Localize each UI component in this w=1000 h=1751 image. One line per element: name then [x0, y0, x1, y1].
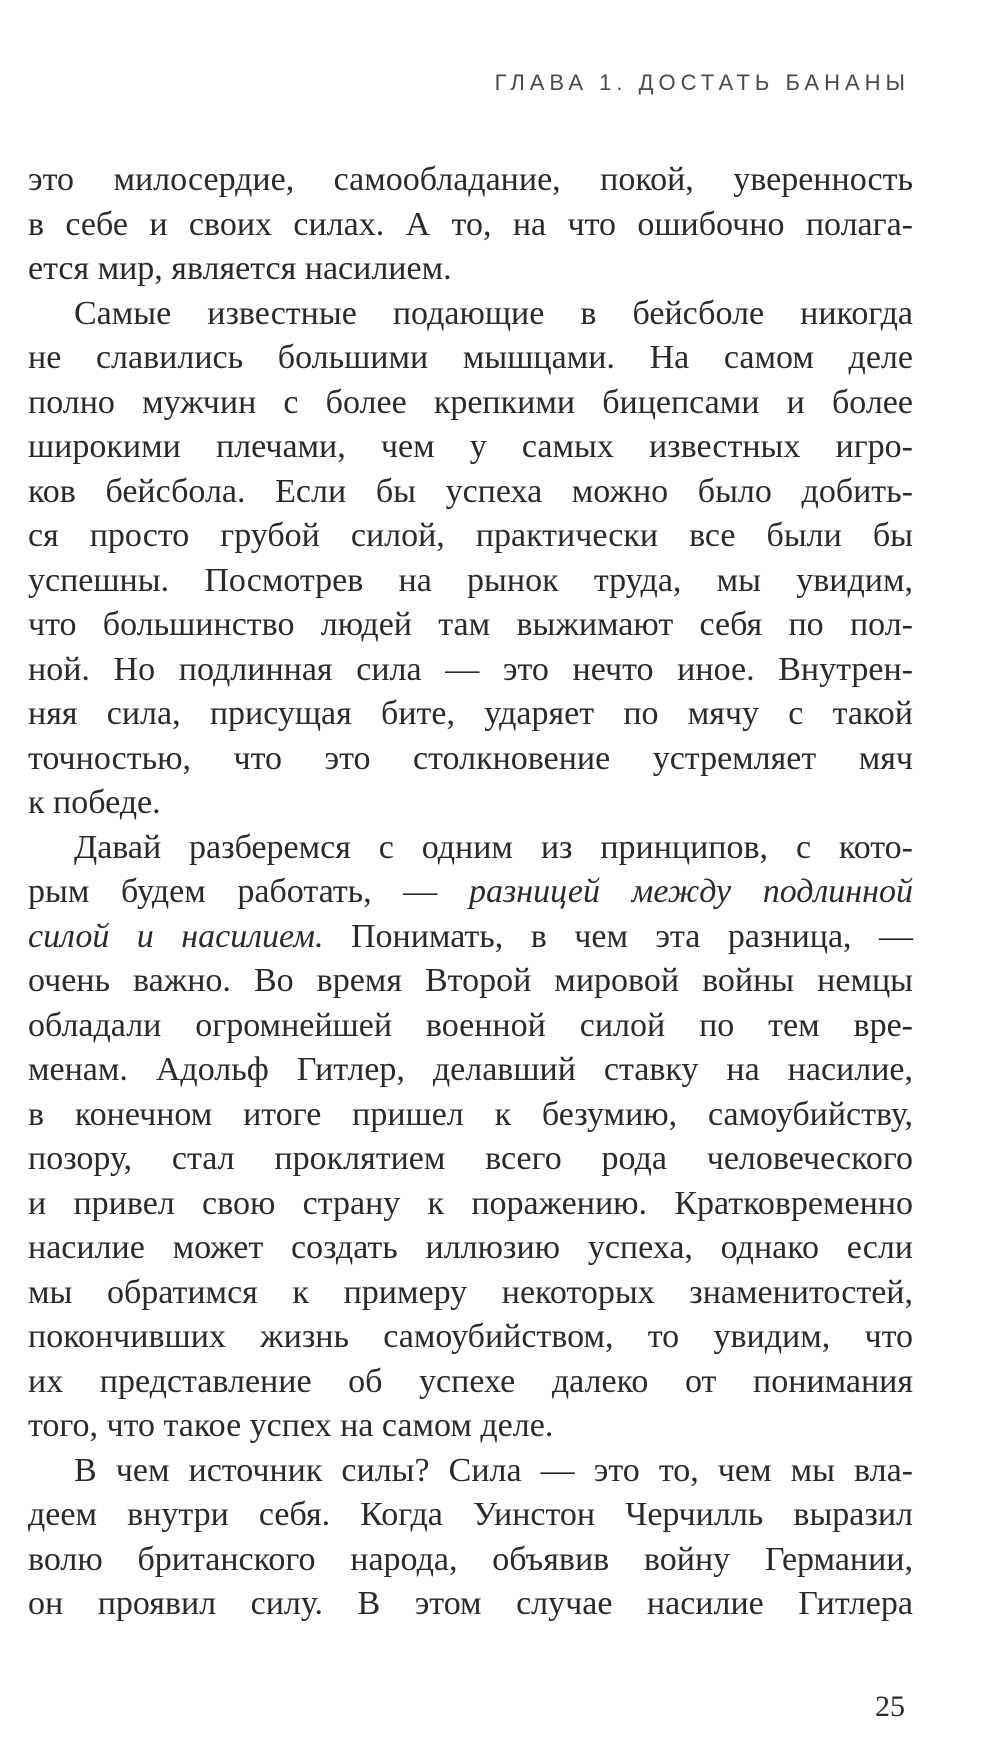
text-line: ся просто грубой силой, практически все были бы [28, 517, 913, 554]
text-line: он проявил силу. В этом случае насилие Гитлера [28, 1585, 913, 1622]
text-line: это милосердие, самообладание, покой, уверенность [28, 161, 913, 198]
text-line: ется мир, является насилием. [28, 250, 452, 287]
text-line: насилие может создать иллюзию успеха, однако если [28, 1229, 913, 1266]
text-line: что большинство людей там выжимают себя по пол- [28, 606, 913, 643]
text-line: в конечном итоге пришел к безумию, самоубийству, [28, 1095, 913, 1133]
body-text [28, 158, 913, 1627]
text-line: обладали огромнейшей военной силой по тем вре- [28, 1006, 913, 1044]
text-line: няя сила, присущая бите, ударяет по мячу с такой [28, 695, 913, 732]
italic-segment: разницей между подлинной [468, 873, 914, 910]
text-line: очень важно. Во время Второй мировой войны немцы [28, 962, 913, 999]
text-line: ной. Но подлинная сила — это нечто иное. Внутрен- [28, 650, 913, 688]
text-line: В чем источник силы? Сила — это то, чем мы вла- [74, 1451, 913, 1489]
text-line-mixed [28, 915, 913, 960]
text-line: Самые известные подающие в бейсболе никогда [74, 294, 913, 332]
text-line: позору, стал проклятием всего рода человеческого [28, 1140, 913, 1177]
text-line: ков бейсбола. Если бы успеха можно было добить- [28, 472, 913, 510]
text-line: широкими плечами, чем у самых известных игро- [28, 428, 913, 465]
italic-segment: силой и насилием. [28, 917, 324, 955]
running-head: ГЛАВА 1. ДОСТАТЬ БАНАНЫ [494, 70, 910, 95]
text-segment: Понимать, в чем эта разница, — [350, 917, 914, 955]
text-line: и привел свою страну к поражению. Кратковременно [28, 1184, 913, 1222]
text-line: не славились большими мышцами. На самом деле [28, 339, 913, 376]
page-number: 25 [875, 1690, 905, 1723]
text-line: к победе. [28, 784, 161, 821]
text-line: их представление об успехе далеко от понимания [28, 1362, 913, 1400]
text-line: Давай разберемся с одним из принципов, с кото- [74, 828, 913, 866]
text-line: успешны. Посмотрев на рынок труда, мы увидим, [28, 561, 913, 599]
text-line: того, что такое успех на самом деле. [28, 1407, 554, 1444]
text-line: деем внутри себя. Когда Уинстон Черчилль выразил [28, 1496, 913, 1533]
text-line: полно мужчин с более крепкими бицепсами и более [28, 383, 913, 421]
text-line: менам. Адольф Гитлер, делавший ставку на насилие, [28, 1051, 913, 1088]
text-line: мы обратимся к примеру некоторых знаменитостей, [28, 1273, 913, 1311]
text-segment: рым будем работать, — [28, 873, 438, 910]
text-line: волю британского народа, объявив войну Германии, [28, 1540, 913, 1578]
text-line: в себе и своих силах. А то, на что ошибочно полага- [28, 205, 913, 243]
text-line: покончивших жизнь самоубийством, то увидим, что [28, 1318, 913, 1355]
text-line: точностью, что это столкновение устремляет мяч [28, 739, 913, 777]
text-line-mixed [28, 870, 913, 915]
